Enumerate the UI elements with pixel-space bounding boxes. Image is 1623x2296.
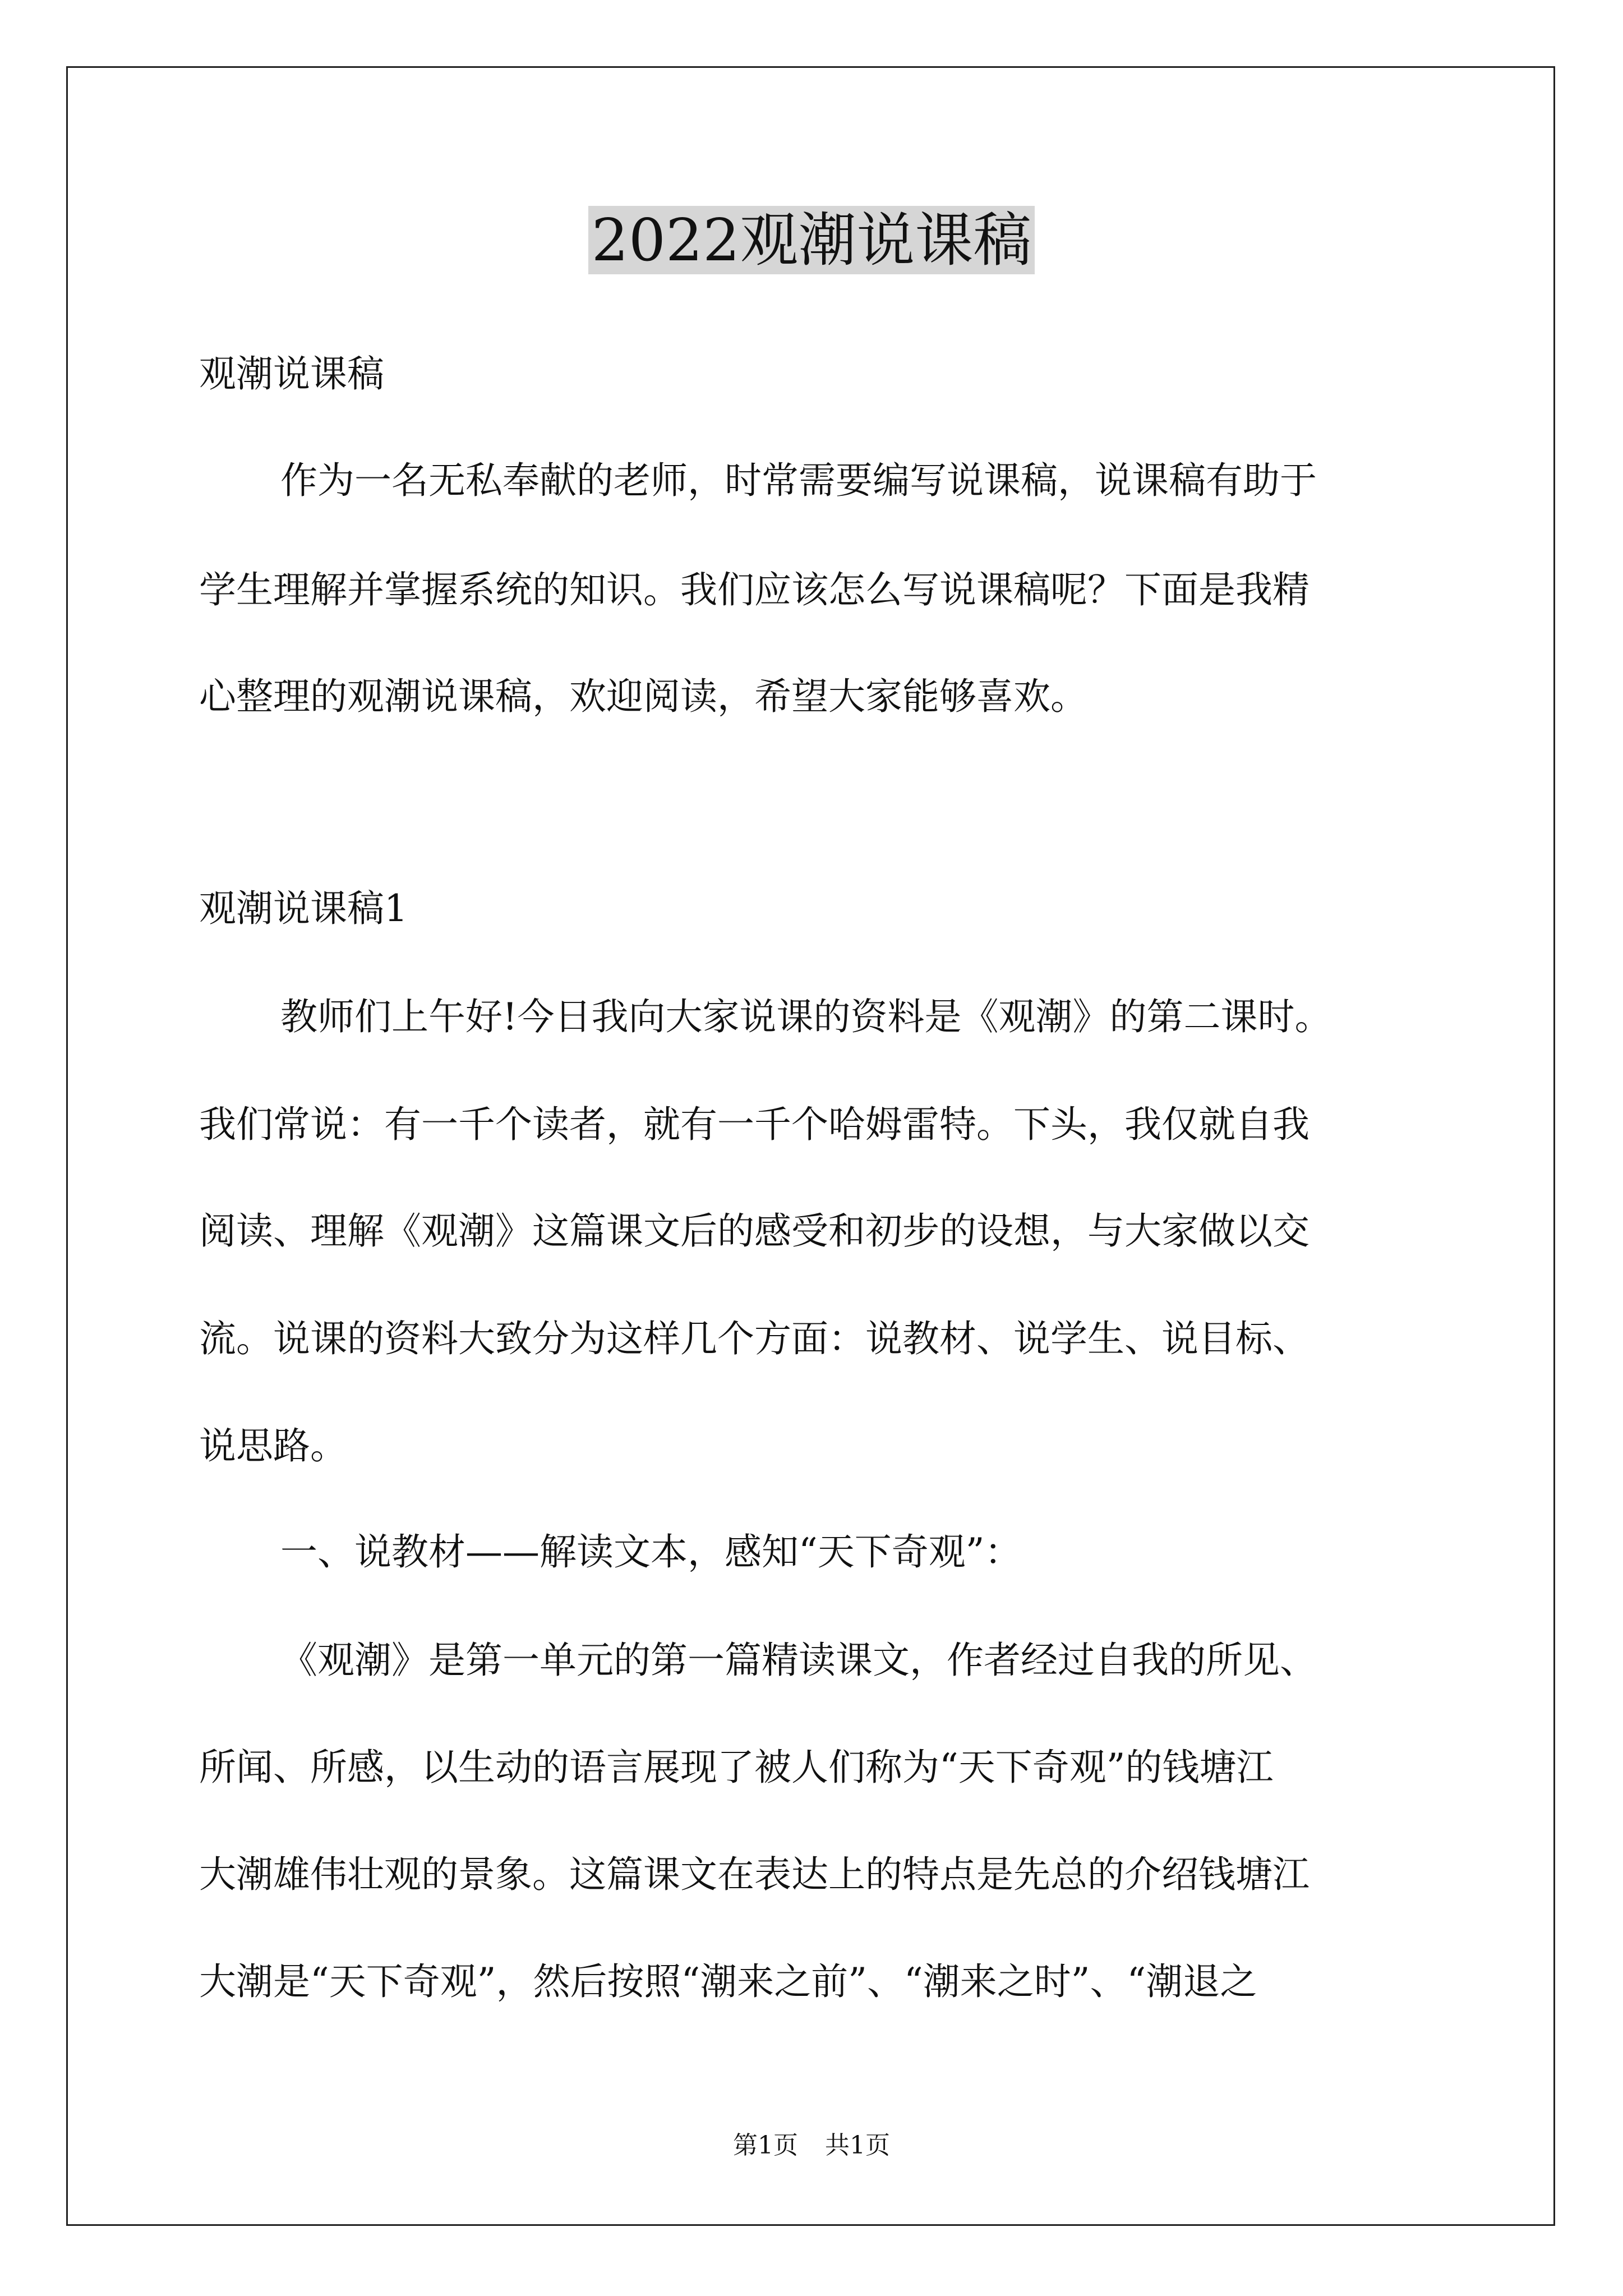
page-number: 第1页 xyxy=(733,2131,798,2160)
intro-line-1: 作为一名无私奉献的老师，时常需要编写说课稿，说课稿有助于 xyxy=(280,459,1317,502)
para1-line-2: 我们常说：有一千个读者，就有一千个哈姆雷特。下头，我仅就自我 xyxy=(199,1103,1310,1146)
page-footer xyxy=(0,2129,1623,2162)
para2-line-2: 所闻、所感，以生动的语言展现了被人们称为“天下奇观”的钱塘江 xyxy=(199,1746,1274,1789)
page-total: 共1页 xyxy=(825,2131,890,2160)
para2-line-3: 大潮雄伟壮观的景象。这篇课文在表达上的特点是先总的介绍钱塘江 xyxy=(199,1853,1310,1896)
para1-line-4: 流。说课的资料大致分为这样几个方面：说教材、说学生、说目标、 xyxy=(199,1317,1310,1360)
para2-line-4: 大潮是“天下奇观”，然后按照“潮来之前”、“潮来之时”、“潮退之 xyxy=(199,1960,1257,2003)
part1-heading: 一、说教材——解读文本，感知“天下奇观”： xyxy=(280,1530,1022,1573)
para1-line-1: 教师们上午好!今日我向大家说课的资料是《观潮》的第二课时。 xyxy=(280,995,1332,1038)
subheading: 观潮说课稿 xyxy=(199,352,384,395)
section-heading: 观潮说课稿1 xyxy=(199,887,408,930)
para1-line-5: 说思路。 xyxy=(199,1424,347,1467)
document-title-text: 2022观潮说课稿 xyxy=(588,206,1035,274)
intro-line-3: 心整理的观潮说课稿，欢迎阅读，希望大家能够喜欢。 xyxy=(199,675,1087,718)
document-title xyxy=(0,201,1623,279)
para1-line-3: 阅读、理解《观潮》这篇课文后的感受和初步的设想，与大家做以交 xyxy=(199,1209,1310,1253)
intro-line-2: 学生理解并掌握系统的知识。我们应该怎么写说课稿呢？下面是我精 xyxy=(199,568,1310,611)
para2-line-1: 《观潮》是第一单元的第一篇精读课文，作者经过自我的所见、 xyxy=(280,1639,1317,1682)
